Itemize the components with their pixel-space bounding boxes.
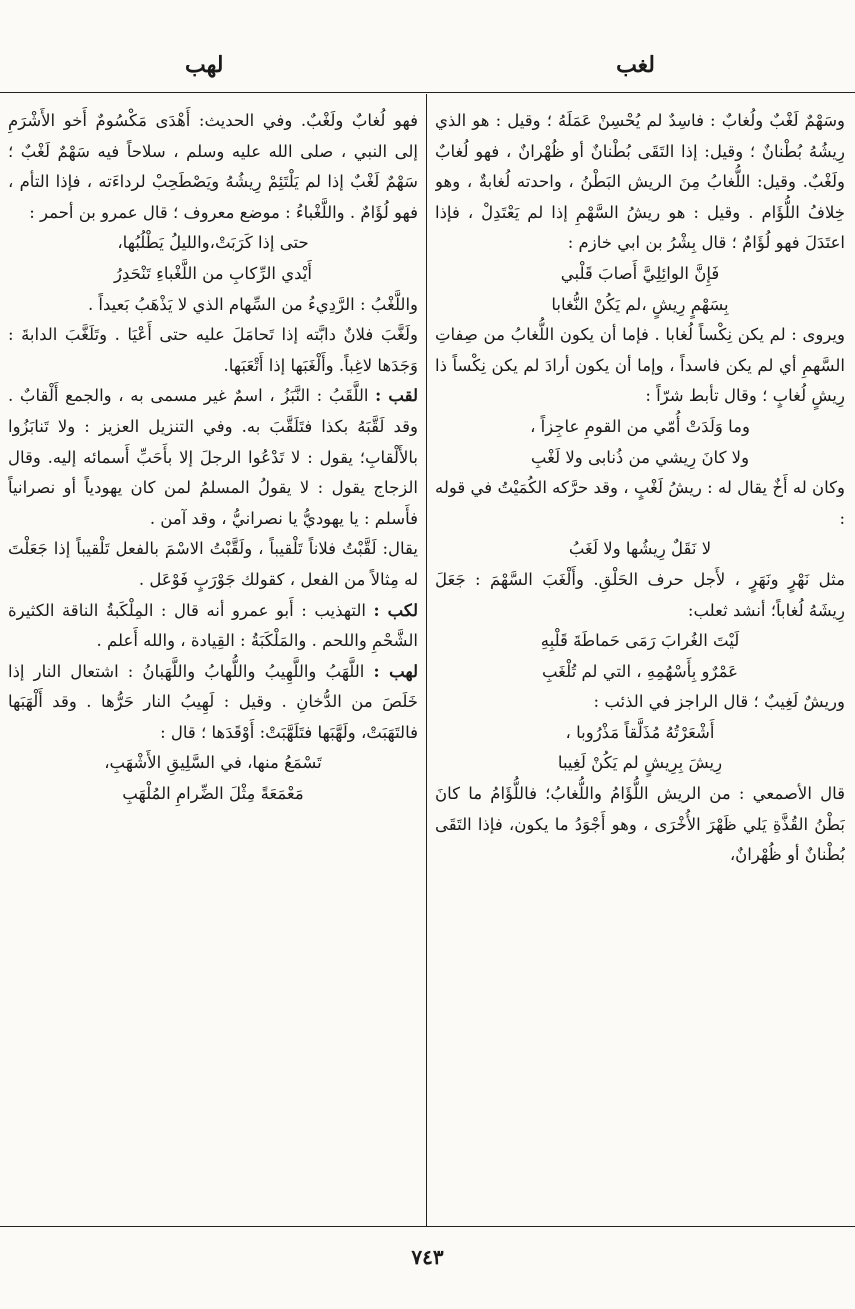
dictionary-entry (8, 657, 418, 749)
verse-line: أَشْعَرْتُهُ مُذَلَّقاً مَذْرُوبا ، (565, 722, 715, 742)
top-rule (0, 92, 855, 93)
verse-line: حتى إذا كَرَبَتْ،والليلُ يَطْلُبُها، (117, 233, 309, 253)
text-paragraph: واللَّغْبُ : الرَّدِيءُ من السِّهام الذي لا يَذْهَبُ بَعيداً . (87, 294, 418, 314)
text-paragraph: ويروى : لم يكن نِكْساً لُغابا . فإما أن يكون اللُّغابُ من صِفاتِ السَّهمِ أي لم يكن فاسداً ، وإما أن يكون أرادَ لم يكن نِكْساً ذا رِيشٍ لُغابٍ ؛ وقال تأبط شرّاً : (435, 325, 845, 406)
verse-line: فَإِنَّ الوائِلِيَّ أَصابَ قَلْبي (560, 263, 720, 283)
verse-line: وما وَلَدَتْ أُمّي من القومِ عاجِزاً ، (530, 416, 750, 436)
dictionary-entry (8, 381, 418, 534)
left-column (8, 106, 418, 1216)
verse-line: ولا كانَ رِيشي من ذُنابى ولا لَغْبِ (530, 447, 750, 467)
text-paragraph: وسَهْمٌ لَغْبٌ ولُغابٌ : فاسِدٌ لم يُحْسِنْ عَمَلَهُ ؛ وقيل : هو الذي رِيشُهُ بُطْنانٌ ؛ وقيل: إذا التَقَى بُطْنانٌ أو ظُهْرانٌ ، فهو لُغابٌ ولَغْبٌ. وقيل: اللُّغابُ مِنَ الريش البَطْنُ ، واحدته لُغابةٌ ، وهو خِلافُ اللُّؤَام . وقيل : هو ريشُ السَّهْمِ إذا لم يَعْتَدِلْ ، فإذا اعتَدَلَ فهو لُؤَامٌ ؛ قال بِشْرُ بن ابي خازم : (435, 111, 845, 253)
header-word-left: لهب (185, 52, 224, 78)
page-number: ٧٤٣ (411, 1245, 444, 1269)
column-divider (426, 94, 427, 1226)
header-word-right: لغب (616, 52, 655, 78)
verse-line: لا نَقَلٌ رِيشُها ولا لَغَبُ (568, 539, 712, 559)
entry-headword: لهب : (373, 661, 418, 681)
text-paragraph: قال الأصمعي : من الريش اللُّؤَامُ واللُّغابُ؛ فاللُّؤَامُ ما كانَ بَطْنُ القُذَّةِ يَلي ظَهْرَ الأُخْرَى ، وهو أَجْوَدُ ما يكون، فإذا التَقَى بُطْنانٌ أو ظُهْرانٌ، (435, 784, 845, 865)
verse-line: مَعْمَعَةً مِثْلَ الضِّرامِ المُلْهَبِ (122, 784, 304, 804)
entry-headword: لكب : (373, 600, 418, 620)
text-paragraph: فهو لُغابٌ ولَغْبٌ. وفي الحديث: أَهْدَى مَكْسُومٌ أَخو الأَشْرَمِ إلى النبي ، صلى الله عليه وسلم ، سلاحاً فيه سَهْمٌ لَغْبٌ ؛ سَهْمٌ لَغْبٌ إذا لم يَلْتَئِمْ رِيشُهُ ويَصْطَحِبْ لرداءَته ، فإذا التأم ، فهو لُؤَامٌ . واللَّغْباءُ : موضع معروف ؛ قال عمرو بن أحمر : (8, 111, 418, 222)
text-paragraph: ولَغَّبَ فلانٌ دابَّته إذا تَحامَلَ عليه حتى أَعْيَا . وتَلَغَّبَ الدابةَ : وَجَدَها لاغِباً. وأَلْغَبَها إذا أَتْعَبَها. (8, 325, 418, 375)
verse-line: رِيشَ بِرِيشٍ لم يَكُنْ لَغِيبا (557, 753, 723, 773)
entry-text: اللَّهَبُ واللَّهِيبُ واللُّهابُ واللَّهَبانُ : اشتعال النار إذا خَلَصَ من الدُّخانِ . وقيل : لَهِيبُ النار حَرُّها . وقد أَلْهَبَها فالتَهَبَتْ، ولَهَّبَها فتَلَهَّبَتْ: أَوْقَدَها ؛ قال : (8, 661, 418, 742)
verse-line: لَيْتَ الغُرابَ رَمَى حَماطَةَ قَلْبِهِ (540, 631, 740, 651)
right-column (435, 106, 845, 1216)
entry-text: التهذيب : أَبو عمرو أنه قال : المِلْكَبةُ الناقة الكثيرة الشَّحْمِ واللحم . والمَلْكَبَةُ : القِيادة ، والله أَعلم . (8, 600, 418, 651)
entry-text: اللَّقَبُ : النَّبَزُ ، اسمٌ غير مسمى به ، والجمع أَلْقابٌ . وقد لَقَّبَهُ بكذا فتَلَقَّبَ به. وفي التنزيل العزيز : ولا تَنابَزُوا بالأَلْقابِ؛ يقول : لا تَدْعُوا الرجلَ إلا بأَحَبِّ أَسمائه إليه. وقال الزجاج يقول : لا يقولُ المسلمُ لمن كان يهودياً أو نصرانياً فأَسلم : يا يهوديُّ يا نصرانيُّ ، وقد آمن . (8, 386, 418, 528)
verse-line: بِسَهْمٍ رِيشٍ ،لم يَكُنْ النُّغابا (551, 294, 729, 314)
entry-headword: لقب : (375, 386, 418, 406)
text-paragraph: وريشٌ لَغِيبٌ ؛ قال الراجز في الذئب : (593, 692, 845, 712)
text-paragraph: مثل نَهْرٍ ونَهَرٍ ، لأَجل حرف الحَلْقِ. وأَلْغَبَ السَّهْمَ : جَعَلَ رِيشَهُ لُغاباً؛ أنشد ثعلب: (435, 569, 845, 620)
bottom-rule (0, 1226, 855, 1227)
verse-line: عَمْرٌو بِأَسْهُمِهِ ، التي لم تُلْغَبِ (541, 661, 738, 681)
verse-line: تَسْمَعُ منها، في السَّلِيقِ الأَشْهَبِ، (104, 753, 322, 773)
verse-line: أَيْدي الرِّكابِ من اللَّغْباءِ تَنْحَدِرُ (114, 263, 312, 283)
text-paragraph: يقال: لَقَّبْتُ فلاناً تَلْقيباً ، ولَقَّبْتُ الاسْمَ بالفعل تَلْقيباً إذا جَعَلْتَ له مِثالاً من الفعل ، كقولك جَوْرَبٍ فَوْعَل . (8, 539, 418, 589)
text-paragraph: وكان له أَخٌ يقال له : ريشُ لَغْبٍ ، وقد حرَّكه الكُمَيْتُ في قوله : (435, 478, 845, 528)
dictionary-entry (8, 596, 418, 657)
